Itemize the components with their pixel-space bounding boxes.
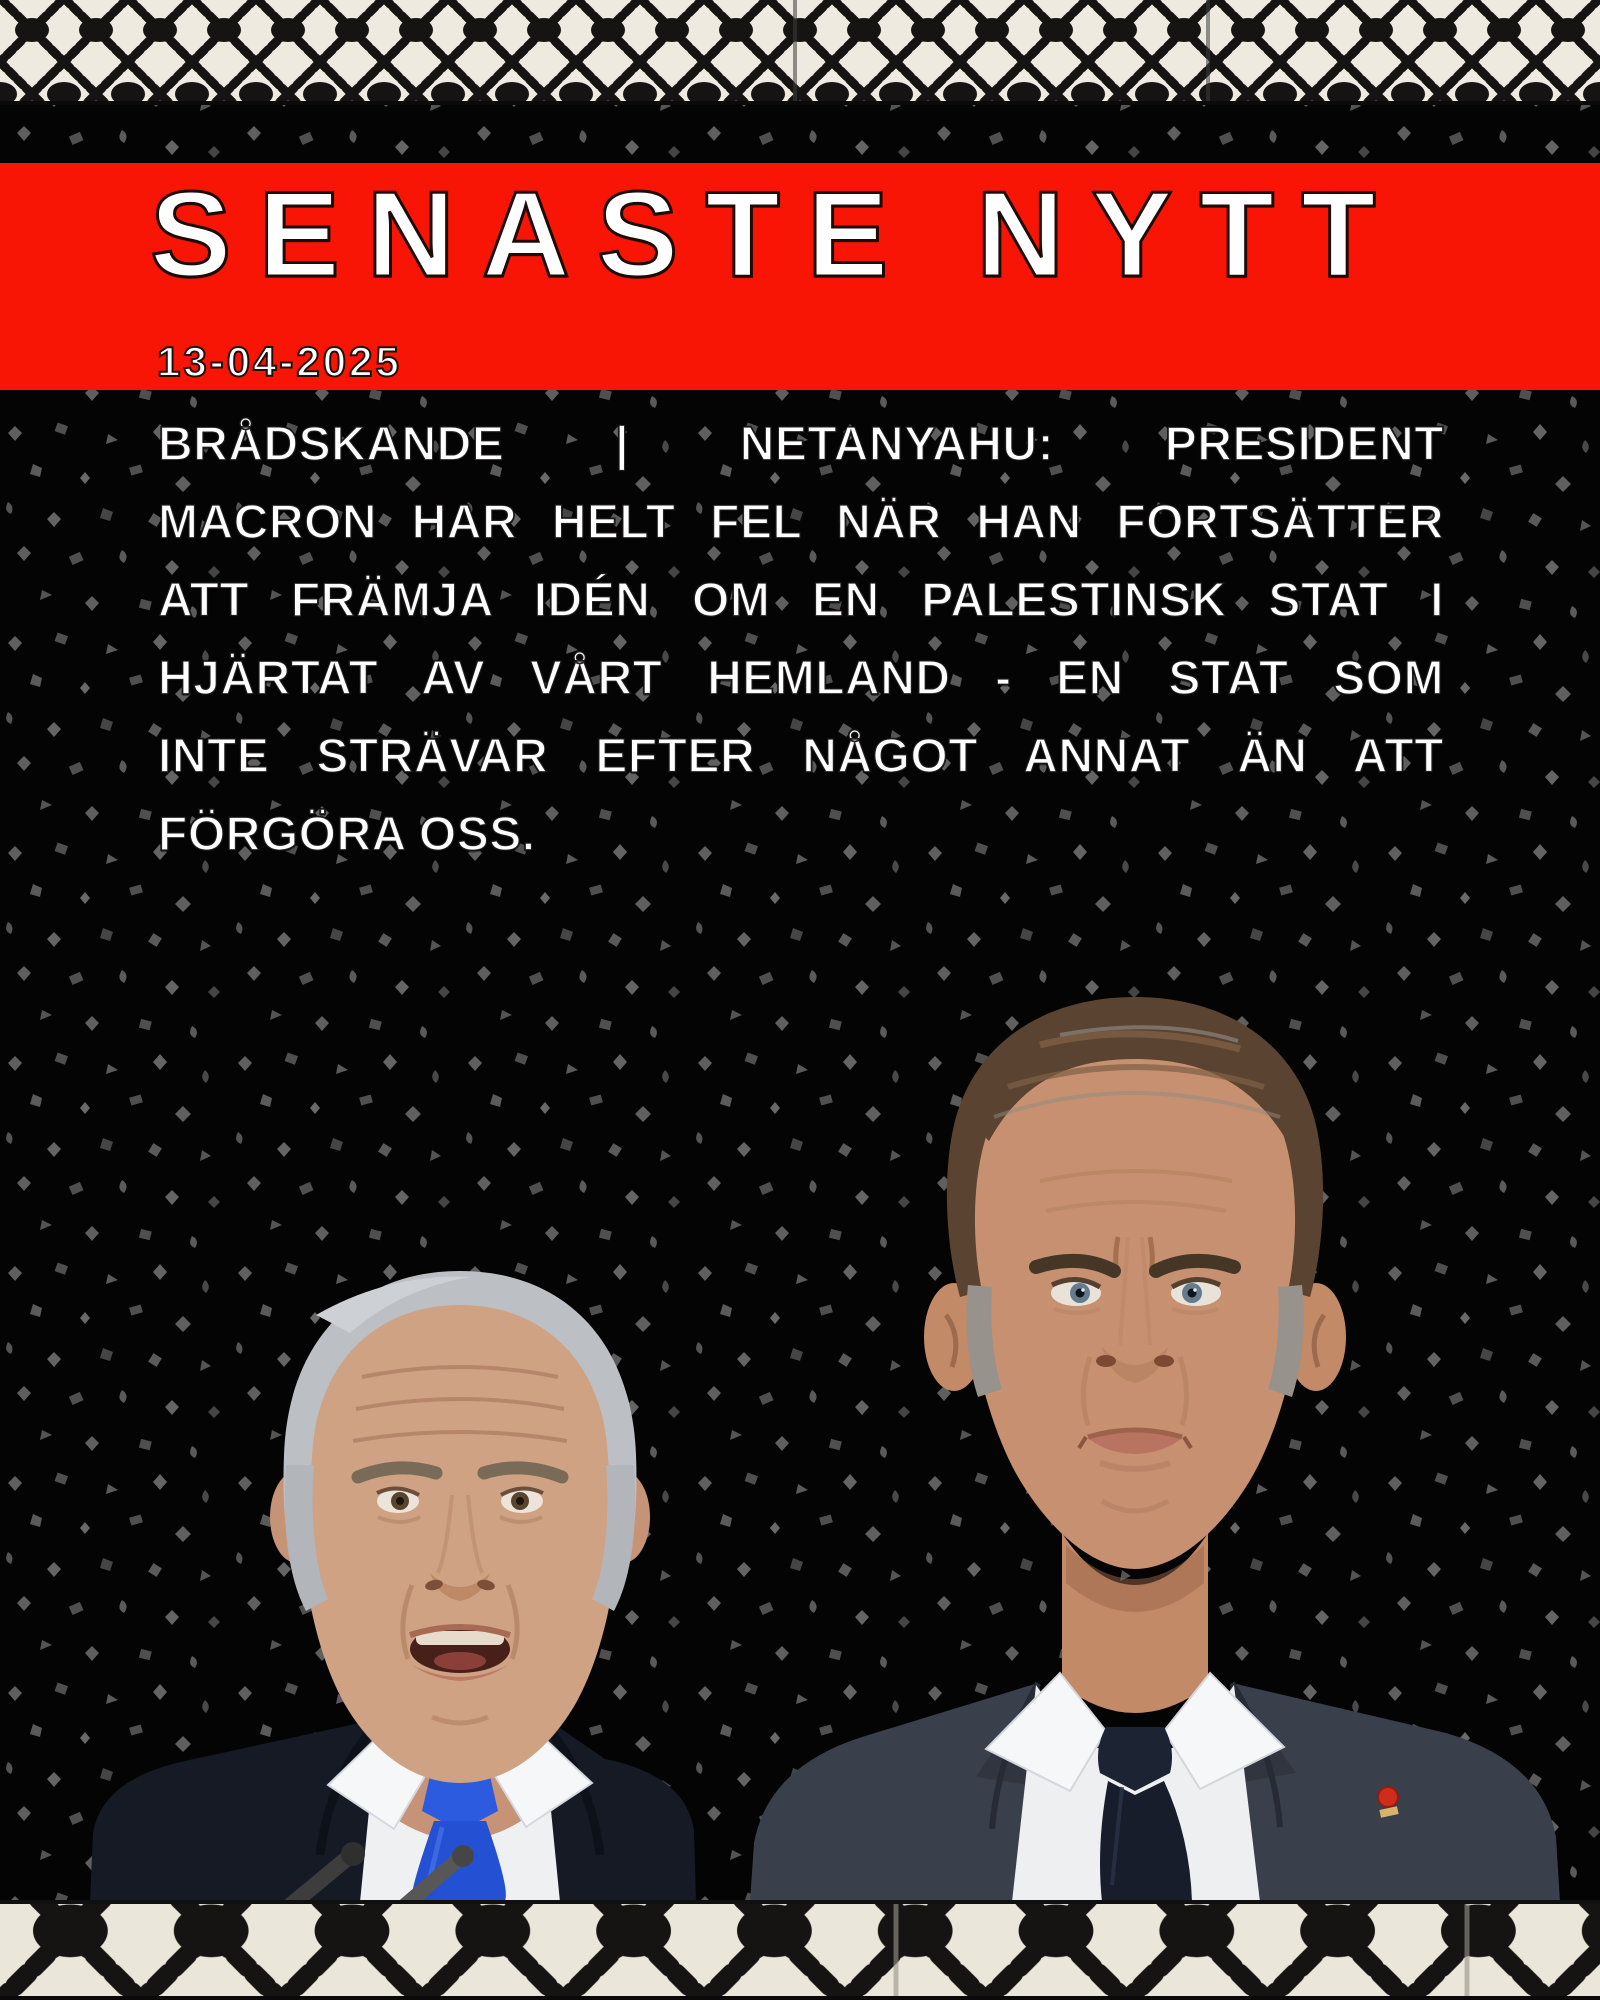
banner-title: SENASTE NYTT [150, 166, 1403, 302]
headline-line-3: ATT FRÄMJA IDÉN OM EN PALESTINSK STAT I [158, 574, 1444, 627]
headline-line-2: MACRON HAR HELT FEL NÄR HAN FORTSÄTTER [158, 496, 1444, 549]
headline-line-4: HJÄRTAT AV VÅRT HEMLAND - EN STAT SOM [158, 652, 1444, 705]
keffiyeh-top-border [0, 0, 1600, 105]
keffiyeh-bottom-border [0, 1900, 1600, 2000]
headline-line-1: BRÅDSKANDE | NETANYAHU: PRESIDENT [158, 418, 1444, 471]
banner-date: 13-04-2025 [157, 338, 402, 385]
headline-line-6: FÖRGÖRA OSS. [158, 808, 536, 861]
headline-line-5: INTE STRÄVAR EFTER NÅGOT ANNAT ÄN ATT [158, 730, 1444, 783]
